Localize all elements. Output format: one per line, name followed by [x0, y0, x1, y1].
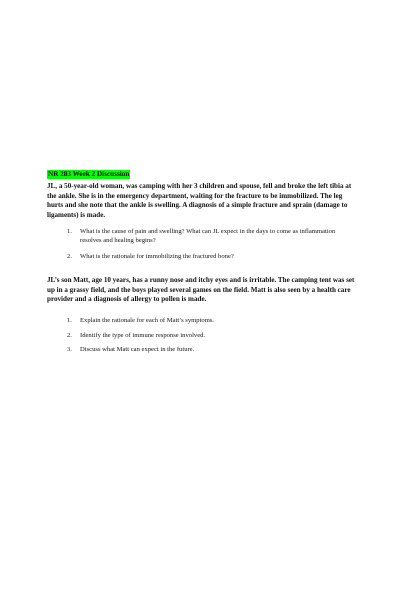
question-number: 2. — [67, 331, 72, 339]
question-list-2 — [47, 317, 357, 355]
question-number: 2. — [67, 252, 72, 260]
question-text: What is the rationale for immobilizing the fractured bone? — [80, 252, 234, 260]
question-number: 1. — [67, 228, 72, 236]
list-item — [47, 228, 357, 245]
document-content — [47, 163, 357, 355]
list-item — [47, 332, 357, 341]
question-text: Explain the rationale for each of Matt’s symptoms. — [80, 316, 215, 324]
question-number: 1. — [67, 316, 72, 324]
list-item — [47, 317, 357, 326]
question-number: 3. — [67, 346, 72, 354]
scenario-paragraph-2: JL’s son Matt, age 10 years, has a runny nose and itchy eyes and is irritable. The camping tent was set up in a grassy field, and the boys played several games on the field. Matt is also seen by a health care provider and a diagnosis of allergy to pollen is made. — [47, 276, 355, 304]
question-text: Discuss what Matt can expect in the future. — [80, 346, 195, 354]
list-item — [47, 346, 357, 355]
question-text: What is the cause of pain and swelling? What can JL expect in the days to come as inflammation resolves and healing begins? — [80, 228, 336, 244]
document-title: NR 283 Week 2 Discussion — [48, 170, 130, 178]
list-item — [47, 253, 357, 262]
question-text: Identify the type of immune response involved. — [80, 331, 206, 339]
title-line — [47, 163, 357, 181]
question-list-1 — [47, 228, 357, 261]
scenario-paragraph-1: JL, a 50-year-old woman, was camping with her 3 children and spouse, fell and broke the left tibia at the ankle. She is in the emergency department, waiting for the fracture to be immobilized. The leg hurts and she note that the ankle is swelling. A diagnosis of a simple fracture and sprain (damage to ligaments) is made. — [47, 182, 352, 219]
